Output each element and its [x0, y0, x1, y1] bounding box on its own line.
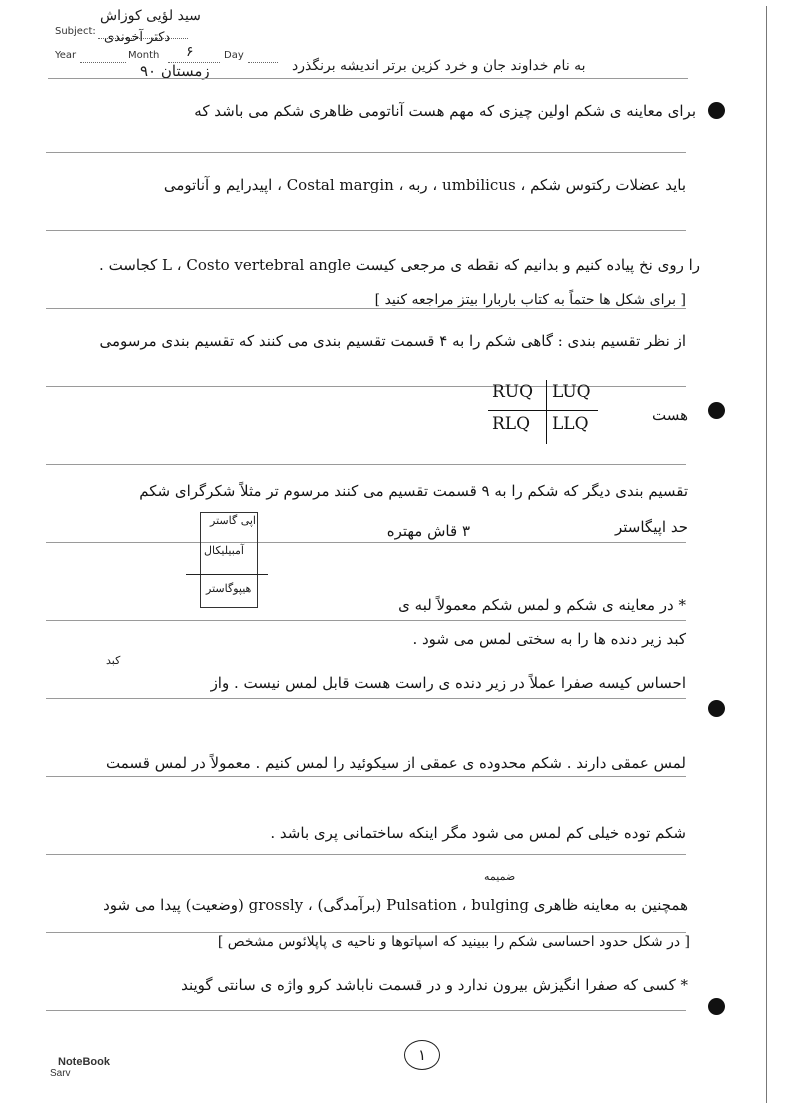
date-value: زمستان ۹۰ [140, 62, 210, 80]
punch-hole [708, 998, 725, 1015]
note-line-4: [ برای شکل ها حتماً به کتاب باربارا بیتز مراجعه کنید ] [374, 292, 686, 308]
note-line-17: * کسی که صفرا انگیزش بیرون ندارد و در قسمت ناباشد کرو واژه ی سانتی گویند [181, 976, 688, 994]
note-line-10: * در معاینه ی شکم و لمس شکم معمولاً لبه ی [398, 596, 686, 614]
note-line-2: باید عضلات رکتوس شکم ، umbilicus ، ربه ، Costal margin ، اپیدرایم و آناتومی [163, 176, 686, 194]
quadrant-horizontal [488, 410, 598, 411]
author-note: دکتر آخوندی [104, 30, 171, 45]
note-line-7: تقسیم بندی دیگر که شکم را به ۹ قسمت تقسیم می کنند مرسوم تر مثلاً شکرگرای شکم [139, 482, 688, 500]
day-underline [248, 62, 278, 63]
ruled-line [46, 152, 686, 153]
region-table-row1: آمبیلیکال [204, 544, 244, 557]
small-annotation-2: ضمیمه [484, 870, 516, 883]
region-table-header: اپی گاستر [210, 514, 256, 527]
quadrant-top-left: RUQ [492, 382, 534, 402]
ruled-line [46, 932, 686, 933]
region-table-divider [186, 574, 268, 575]
ruled-line [46, 230, 686, 231]
page-edge [766, 6, 767, 1103]
note-line-5: از نظر تقسیم بندی : گاهی شکم را به ۴ قسمت تقسیم بندی می کنند که تقسیم بندی مرسومی [99, 332, 686, 350]
note-line-15: همچنین به معاینه ظاهری Pulsation ، bulging (برآمدگی) ، grossly (وضعیت) پیدا می شود [103, 896, 688, 914]
punch-hole [708, 700, 725, 717]
page-number: ۱ [404, 1040, 440, 1070]
ruled-line [46, 464, 686, 465]
note-line-11: کبد زیر دنده ها را به سختی لمس می شود . [412, 630, 686, 648]
ruled-line [46, 776, 686, 777]
note-line-6: هست [651, 406, 688, 424]
title-line: به نام خداوند جان و خرد کزین برتر اندیشه برنگذرد [292, 58, 586, 74]
note-line-8: حد اپیگاستر [614, 518, 688, 536]
month-label: Month [128, 50, 160, 61]
year-underline [80, 62, 126, 63]
month-value: ۶ [186, 44, 194, 60]
note-line-3: را روی نخ پیاده کنیم و بدانیم که نقطه ی مرجعی کیست L ، Costo vertebral angle کجاست . [99, 256, 700, 274]
ruled-line [46, 620, 686, 621]
quadrant-top-right: LUQ [552, 382, 591, 402]
region-table-row2: هیپوگاستر [206, 582, 252, 595]
ruled-line [46, 698, 686, 699]
quadrant-vertical [546, 380, 547, 444]
brand-logo: NoteBook [58, 1056, 110, 1068]
note-line-16: [ در شکل حدود احساسی شکم را ببینید که اسپاتوها و ناحیه ی پاپلائوس مشخص ] [217, 934, 690, 950]
day-label: Day [224, 50, 244, 61]
note-line-9: ۳ قاش مهتره [386, 522, 470, 540]
quadrant-bottom-right: LLQ [552, 414, 589, 434]
ruled-line [46, 854, 686, 855]
quadrant-bottom-left: RLQ [492, 414, 531, 434]
small-annotation-1: کبد [106, 654, 121, 667]
punch-hole [708, 102, 725, 119]
ruled-line [46, 308, 686, 309]
subject-label: Subject: [55, 26, 96, 37]
note-line-12: احساس کیسه صفرا عملاً در زیر دنده ی راست هست قابل لمس نیست . واز [210, 674, 686, 692]
year-label: Year [55, 50, 77, 61]
note-line-14: شکم توده خیلی کم لمس می شود مگر اینکه ساختمانی پری باشد . [270, 824, 686, 842]
header-rule [48, 78, 688, 79]
note-line-13: لمس عمقی دارند . شکم محدوده ی عمقی از سیکوئید را لمس کنیم . معمولاً در لمس قسمت [105, 754, 686, 772]
ruled-line [46, 542, 686, 543]
ruled-line [46, 1010, 686, 1011]
note-line-1: برای معاینه ی شکم اولین چیزی که مهم هست آناتومی ظاهری شکم می باشد که [194, 102, 696, 120]
brand-subtext: Sarv [50, 1068, 71, 1079]
punch-hole [708, 402, 725, 419]
author-name: سید لؤیی کوزاش [100, 8, 201, 24]
